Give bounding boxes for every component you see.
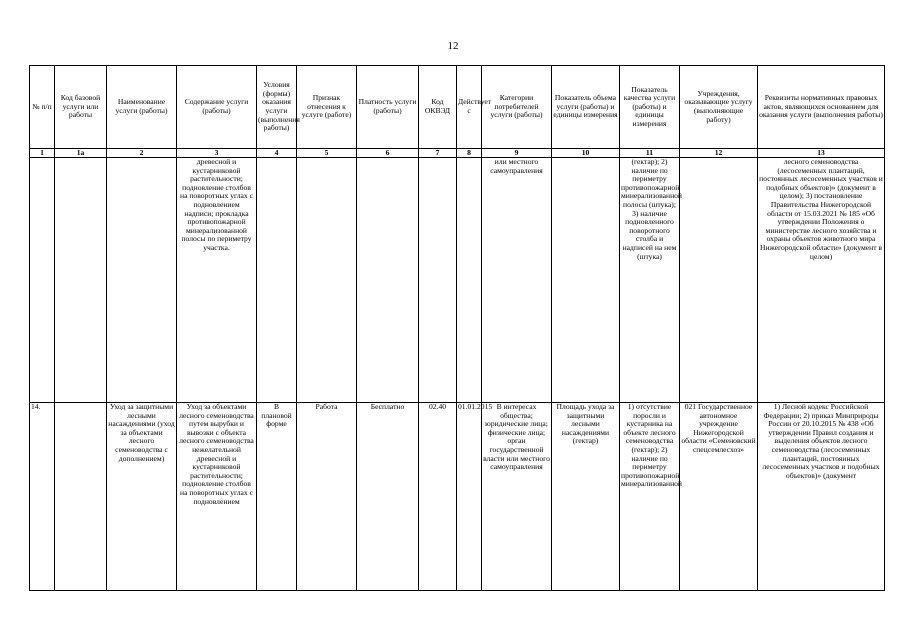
consumer-categories: В интересах общества; юридические лица; физические лица; орган государственной власти или местного самоуправления — [482, 403, 552, 591]
header-cell: Категории потребителей услуги (работы) — [482, 66, 552, 149]
service-content: древесной и кустарниковой растительности; подновление столбов на поворотных углах с подновлением надписи; прокладка противопожарной минерализованной полосы по периметру участка. — [177, 158, 257, 403]
table-row — [30, 158, 885, 403]
service-payment: Бесплатно — [357, 403, 419, 591]
row-number — [30, 158, 55, 403]
page-number: 12 — [447, 40, 459, 52]
service-name — [107, 158, 177, 403]
okved-code — [419, 158, 457, 403]
institutions — [680, 158, 758, 403]
service-attribute: Работа — [297, 403, 357, 591]
header-row — [30, 66, 885, 149]
valid-from — [457, 158, 482, 403]
header-cell: Действует с — [457, 66, 482, 149]
volume-indicator: Площадь ухода за защитными лесными насаждениями (гектар) — [552, 403, 620, 591]
volume-indicator — [552, 158, 620, 403]
table-row — [30, 403, 885, 591]
quality-indicator: 1) отсутствие поросли и кустарника на объекте лесного семеноводства (гектар); 2) наличие по периметру противопожарной минерализованной — [620, 403, 680, 591]
service-name: Уход за защитными лесными насаждениями (уход за объектами лесного семеноводства с дополнением) — [107, 403, 177, 591]
header-cell: Код базовой услуги или работы — [55, 66, 107, 149]
valid-from: 01.01.2015 — [457, 403, 482, 591]
column-number: 13 — [758, 149, 885, 158]
service-conditions: В плановой форме — [257, 403, 297, 591]
column-number: 1а — [55, 149, 107, 158]
service-code — [55, 158, 107, 403]
column-number: 4 — [257, 149, 297, 158]
column-number: 8 — [457, 149, 482, 158]
column-number: 1 — [30, 149, 55, 158]
column-number: 2 — [107, 149, 177, 158]
header-cell: Код ОКВЭД — [419, 66, 457, 149]
column-number: 9 — [482, 149, 552, 158]
services-register-table — [29, 65, 885, 591]
quality-indicator: (гектар); 2) наличие по периметру противопожарной минерализованной полосы (штука); 3) наличие подновленного поворотного столба и надписей на нем (штука) — [620, 158, 680, 403]
service-payment — [357, 158, 419, 403]
legal-acts: 1) Лесной кодекс Российской Федерации; 2) приказ Минприроды России от 20.10.2015 № 438 «Об утверждении Правил создания и выделения объектов лесного семеноводства (лесосеменных плантаций, постоянных лесосеменных участков и подобных объектов)» (документ — [758, 403, 885, 591]
column-number-row — [30, 149, 885, 158]
row-number: 14. — [30, 403, 55, 591]
column-number: 7 — [419, 149, 457, 158]
header-cell: Условия (формы) оказания услуги (выполнения работы) — [257, 66, 297, 149]
column-number: 11 — [620, 149, 680, 158]
column-number: 6 — [357, 149, 419, 158]
okved-code: 02.40 — [419, 403, 457, 591]
header-cell: Показатель объема услуги (работы) и единицы измерения — [552, 66, 620, 149]
column-number: 3 — [177, 149, 257, 158]
consumer-categories: или местного самоуправления — [482, 158, 552, 403]
column-number: 10 — [552, 149, 620, 158]
header-cell: Содержание услуги (работы) — [177, 66, 257, 149]
header-cell: Учреждения, оказывающие услугу (выполняющие работу) — [680, 66, 758, 149]
header-cell: Показатель качества услуги (работы) и единицы измерения — [620, 66, 680, 149]
institutions: 021 Государственное автономное учреждение Нижегородской области «Семеновский спецсемлесхоз» — [680, 403, 758, 591]
service-content: Уход за объектами лесного семеноводства путем вырубки и вывозки с объекта лесного семеноводства нежелательной древесной и кустарниковой растительности; подновление столбов на поворотных углах с подновлением — [177, 403, 257, 591]
column-number: 5 — [297, 149, 357, 158]
header-cell: Реквизиты нормативных правовых актов, являющихся основанием для оказания услуги (выполнения работы) — [758, 66, 885, 149]
header-cell: № п/п — [30, 66, 55, 149]
header-cell: Платность услуги (работы) — [357, 66, 419, 149]
header-cell: Признак отнесения к услуге (работе) — [297, 66, 357, 149]
service-attribute — [297, 158, 357, 403]
legal-acts: лесного семеноводства (лесосеменных плантаций, постоянных лесосеменных участков и подобных объектов)» (документ в целом); 3) постановление Правительства Нижегородской области от 15.03.2021 № 185 «Об утверждении Положения о министерстве лесного хозяйства и охраны объектов животного мира Нижегородской области» (документ в целом) — [758, 158, 885, 403]
column-number: 12 — [680, 149, 758, 158]
service-conditions — [257, 158, 297, 403]
header-cell: Наименование услуги (работы) — [107, 66, 177, 149]
service-code — [55, 403, 107, 591]
